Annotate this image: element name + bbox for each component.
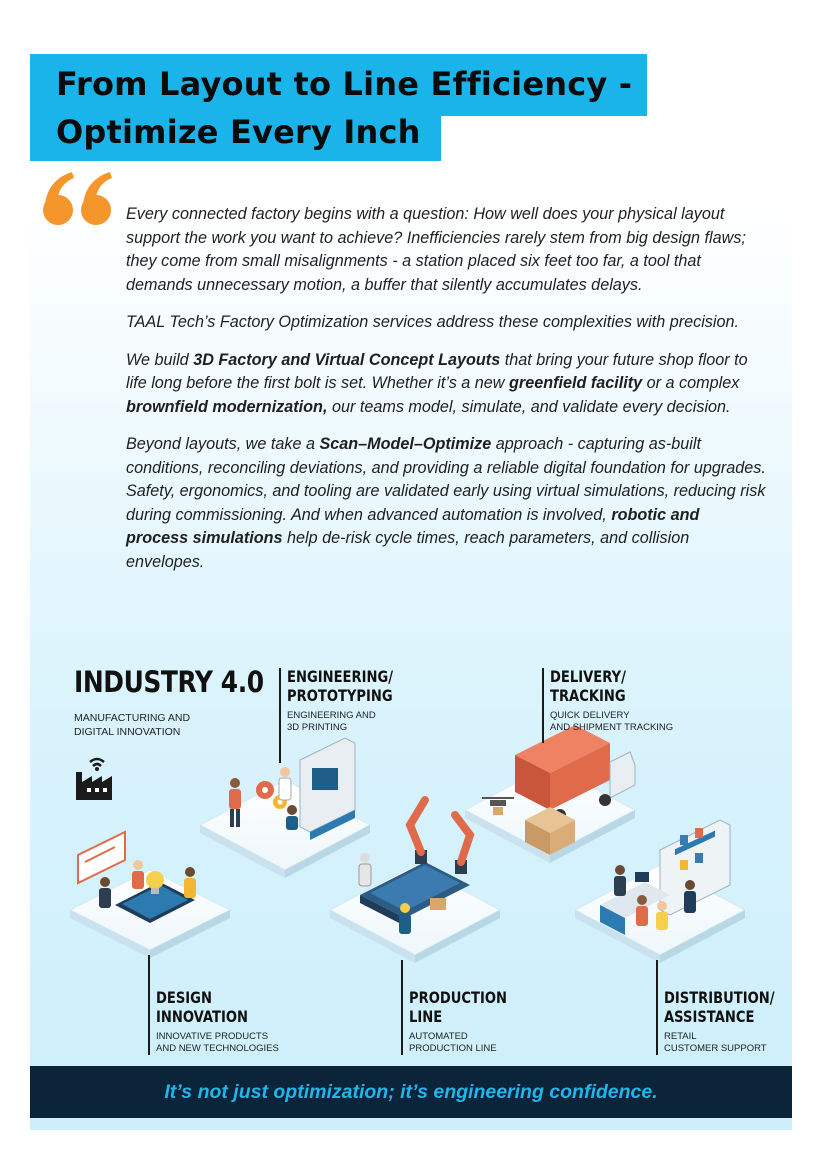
stage-design bbox=[156, 988, 336, 1055]
quote-icon bbox=[40, 170, 116, 230]
stage-delivery-title: DELIVERY/ TRACKING bbox=[550, 667, 626, 705]
stage-delivery bbox=[550, 667, 730, 734]
distribution-pointer-line bbox=[656, 960, 658, 1055]
stage-delivery-subtitle: QUICK DELIVERY AND SHIPMENT TRACKING bbox=[550, 710, 674, 733]
production-pointer-line bbox=[401, 960, 403, 1055]
page-title-line-2: Optimize Every Inch bbox=[30, 106, 441, 161]
industry-title: INDUSTRY 4.0 bbox=[74, 665, 264, 699]
stage-production-title: PRODUCTION LINE bbox=[409, 988, 508, 1026]
footer-tagline: It’s not just optimization; it’s engineering confidence. bbox=[164, 1080, 658, 1103]
stage-production bbox=[409, 988, 589, 1055]
engineering-pointer-line bbox=[279, 668, 281, 763]
intro-text bbox=[126, 203, 766, 588]
intro-paragraph-3: We build 3D Factory and Virtual Concept Layouts that bring your future shop floor to life long before the first bolt is set. Whether it’s a new greenfield facility or a complex brownfield modernization, our teams model, simulate, and validate every decision. bbox=[126, 350, 748, 416]
stage-distribution-subtitle: RETAIL CUSTOMER SUPPORT bbox=[664, 1031, 767, 1054]
footer-banner bbox=[30, 1066, 792, 1118]
factory-wifi-icon bbox=[74, 752, 114, 800]
page-title-line-1: From Layout to Line Efficiency - bbox=[30, 54, 647, 116]
stage-engineering bbox=[287, 667, 467, 734]
intro-paragraph-4: Beyond layouts, we take a Scan–Model–Optimize approach - capturing as-built conditions, reconciling deviations, and providing a reliable digital foundation for upgrades. Safety, ergonomics, and tooling are validated early using virtual simulations, reducing risk during commissioning. And when advanced automation is involved, robotic and process simulations help de-risk cycle times, reach parameters, and collision envelopes. bbox=[126, 435, 766, 571]
stage-production-subtitle: AUTOMATED PRODUCTION LINE bbox=[409, 1031, 497, 1054]
stage-design-subtitle: INNOVATIVE PRODUCTS AND NEW TECHNOLOGIES bbox=[156, 1031, 279, 1054]
industry-subtitle: MANUFACTURING AND DIGITAL INNOVATION bbox=[74, 712, 191, 738]
delivery-pointer-line bbox=[542, 668, 544, 743]
stage-distribution bbox=[664, 988, 827, 1055]
screen-icon bbox=[78, 832, 125, 883]
design-pointer-line bbox=[148, 955, 150, 1055]
stage-engineering-title: ENGINEERING/ PROTOTYPING bbox=[287, 667, 394, 705]
stage-engineering-subtitle: ENGINEERING AND 3D PRINTING bbox=[287, 710, 376, 733]
intro-paragraph-1: Every connected factory begins with a question: How well does your physical layout support the work you want to achieve? Inefficiencies rarely stem from big design flaws; they come from small misalignments - a station placed six feet too far, a tool that demands unnecessary motion, a buffer that silently accumulates delays. bbox=[126, 205, 746, 294]
intro-paragraph-2: TAAL Tech’s Factory Optimization services address these complexities with precision. bbox=[126, 313, 739, 331]
robot-arm-icon bbox=[410, 800, 470, 874]
stage-design-title: DESIGN INNOVATION bbox=[156, 988, 249, 1026]
stage-distribution-title: DISTRIBUTION/ ASSISTANCE bbox=[664, 988, 775, 1026]
